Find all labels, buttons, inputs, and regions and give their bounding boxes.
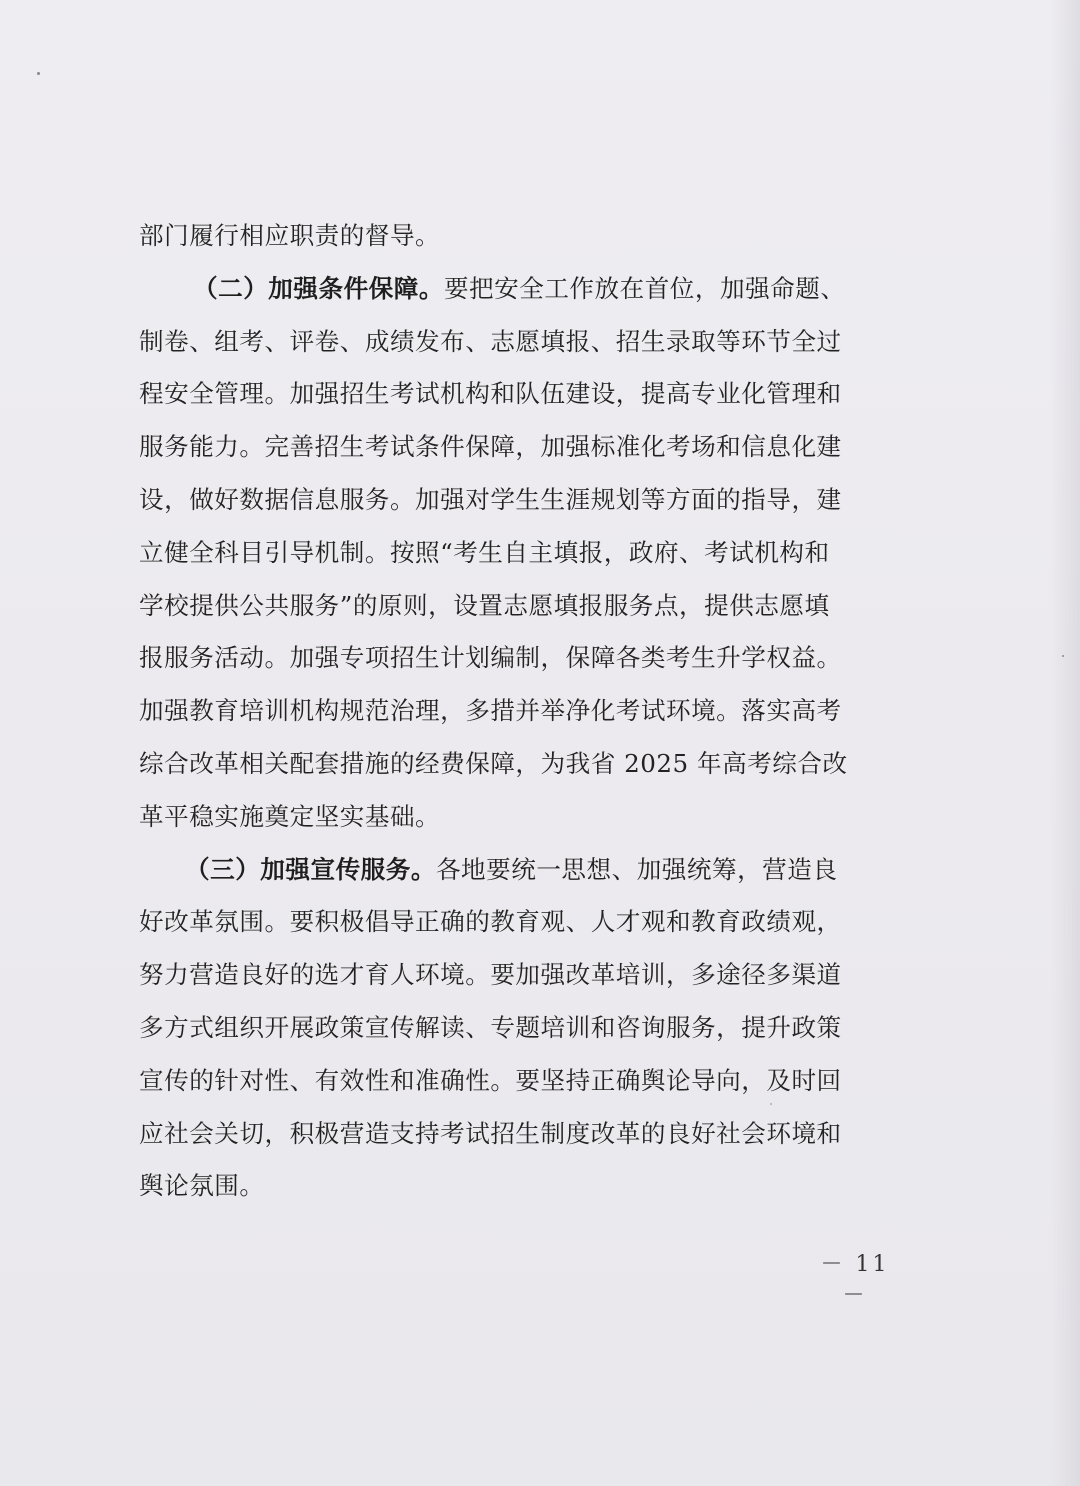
text-line: 革平稳实施奠定坚实基础。 (139, 801, 441, 831)
text-line: 立健全科目引导机制。按照“考生自主填报，政府、考试机构和 (139, 537, 830, 567)
text-line: 制卷、组考、评卷、成绩发布、志愿填报、招生录取等环节全过 (139, 326, 842, 356)
text-line: 应社会关切，积极营造支持考试招生制度改革的良好社会环境和 (139, 1118, 842, 1148)
text-line: 报服务活动。加强专项招生计划编制，保障各类考生升学权益。 (139, 643, 842, 673)
text-line: 设，做好数据信息服务。加强对学生生涯规划等方面的指导，建 (139, 484, 842, 514)
text-line-body: 要把安全工作放在首位，加强命题、 (443, 273, 846, 303)
text-line: 综合改革相关配套措施的经费保障，为我省 2025 年高考综合改 (139, 748, 848, 778)
text-line: 学校提供公共服务”的原则，设置志愿填报服务点，提供志愿填 (139, 590, 830, 620)
scan-speck (37, 72, 40, 75)
text-line: 好改革氛围。要积极倡导正确的教育观、人才观和教育政绩观， (139, 907, 842, 937)
text-line: 舆论氛围。 (139, 1171, 265, 1201)
text-line: 宣传的针对性、有效性和准确性。要坚持正确舆论导向，及时回 (139, 1065, 842, 1095)
text-line-body: 各地要统一思想、加强统筹，营造良 (435, 854, 838, 884)
text-line: 多方式组织开展政策宣传解读、专题培训和咨询服务，提升政策 (139, 1012, 842, 1042)
body-text (139, 210, 901, 1213)
page-edge-shadow (1050, 0, 1080, 1486)
section-heading: （三）加强宣传服务。 (185, 854, 436, 884)
text-line (139, 263, 901, 316)
scan-speck (1062, 655, 1064, 657)
text-line: 部门履行相应职责的督导。 (139, 221, 441, 250)
text-line: 努力营造良好的选才育人环境。要加强改革培训，多途径多渠道 (139, 960, 842, 990)
text-line: 服务能力。完善招生考试条件保障，加强标准化考场和信息化建 (139, 432, 842, 462)
text-line: 加强教育培训机构规范治理，多措并举净化考试环境。落实高考 (139, 696, 842, 726)
text-line: 程安全管理。加强招生考试机构和队伍建设，提高专业化管理和 (139, 379, 842, 409)
text-line (139, 844, 901, 897)
section-heading: （二）加强条件保障。 (193, 273, 444, 303)
page-number: － 11 － (820, 1252, 890, 1308)
